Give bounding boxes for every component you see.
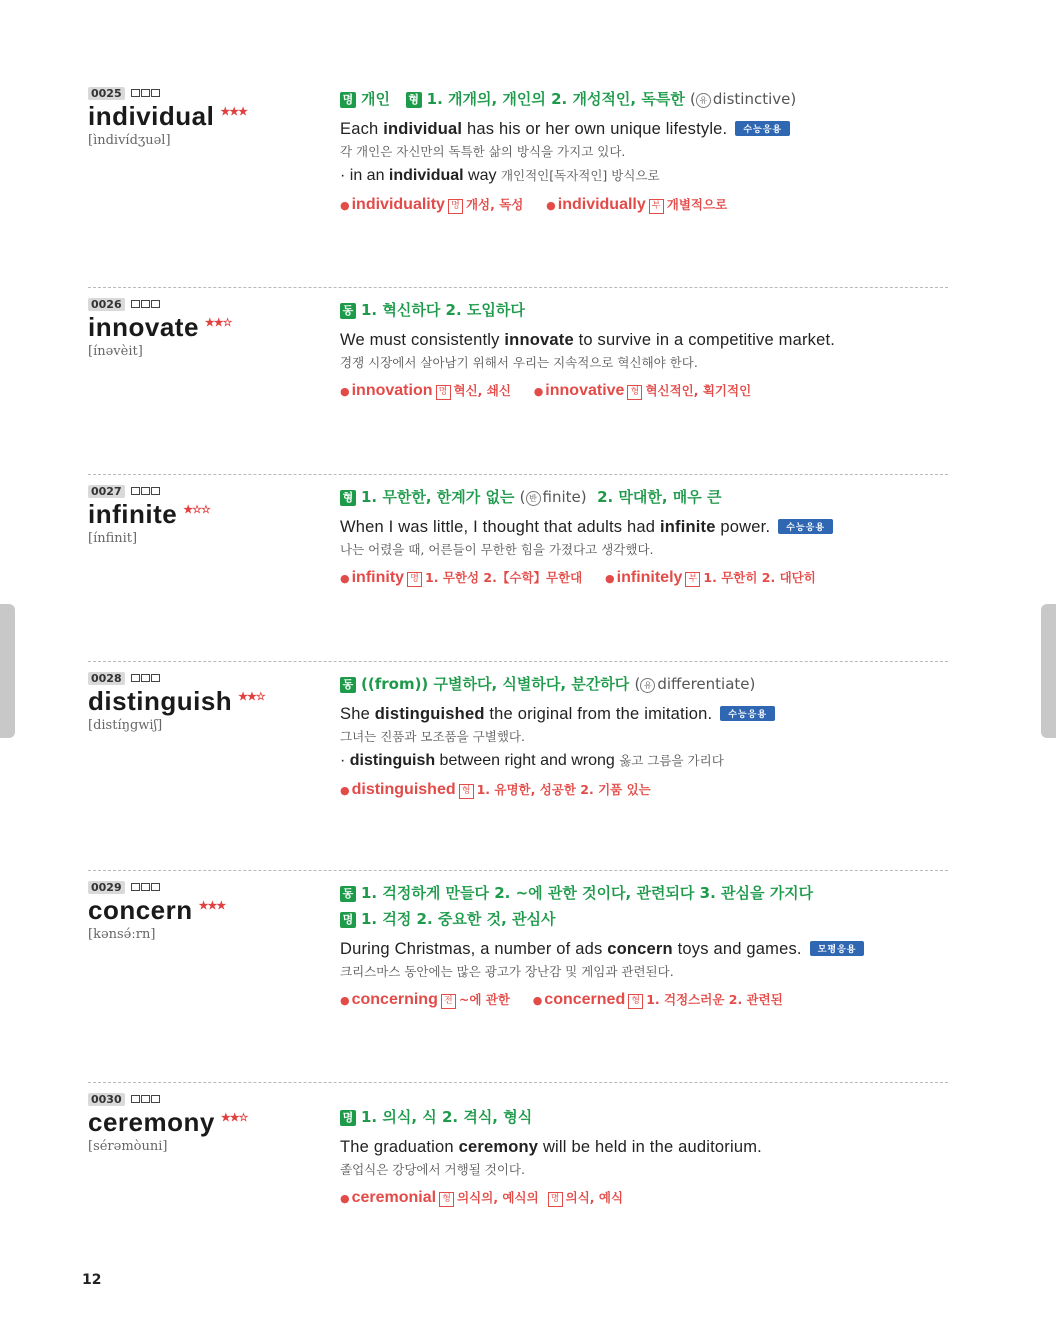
derivatives: ● concerning 전 ~에 관한 ● concerned 형 1. 걱정스러운 2. 관련된 xyxy=(340,991,783,1008)
derivative-word: concerning xyxy=(351,991,438,1008)
derivative-word: innovation xyxy=(351,382,433,399)
derivative-word: infinitely xyxy=(616,569,683,586)
importance-stars: ★★☆ xyxy=(220,1112,248,1124)
divider xyxy=(88,870,948,871)
example-sentence: We must consistently innovate to survive in a competitive market. xyxy=(340,331,836,349)
headword: infinite xyxy=(88,499,178,529)
entry-number: 0030 xyxy=(88,1093,125,1106)
check-boxes[interactable] xyxy=(131,300,160,308)
definition: 형 1. 무한한, 한계가 없는 ( 반 finite) 2. 막대한, 매우 큰 xyxy=(340,484,960,510)
example-sentence: Each individual has his or her own unique lifestyle. 수능응용 xyxy=(340,120,960,139)
translation: 경쟁 시장에서 살아남기 위해서 우리는 지속적으로 혁신해야 한다. xyxy=(340,355,698,370)
phrase: · in an individual way 개인적인[독자적인] 방식으로 xyxy=(340,167,660,184)
check-boxes[interactable] xyxy=(131,883,160,891)
pronunciation: [kənsə́ːrn] xyxy=(88,927,156,942)
divider xyxy=(88,661,948,662)
headword: distinguish xyxy=(88,686,233,716)
pos-badge: 동 xyxy=(340,677,356,693)
headword: concern xyxy=(88,895,193,925)
derivative-word: concerned xyxy=(544,991,626,1008)
headword: individual xyxy=(88,101,215,131)
divider xyxy=(88,287,948,288)
definition: 동 ((from)) 구별하다, 식별하다, 분간하다 ( 유 differentiate) xyxy=(340,671,960,697)
entry-number: 0026 xyxy=(88,298,125,311)
definition: 명 1. 의식, 식 2. 격식, 형식 xyxy=(340,1104,960,1130)
check-boxes[interactable] xyxy=(131,674,160,682)
synonym: ( 유 distinctive) xyxy=(690,90,797,108)
synonym: ( 유 differentiate) xyxy=(634,675,756,693)
derivatives: ● innovation 명 혁신, 쇄신 ● innovative 형 혁신적인, 획기적인 xyxy=(340,382,752,399)
derivatives: ● infinity 명 1. 무한성 2.【수학】무한대 ● infinitely 부 1. 무한히 2. 대단히 xyxy=(340,569,816,586)
antonym: ( 반 finite) xyxy=(519,488,587,506)
phrase: · distinguish between right and wrong 옳고 그름을 가리다 xyxy=(340,752,724,769)
importance-stars: ★★★ xyxy=(220,106,247,118)
derivative-word: ceremonial xyxy=(351,1189,437,1206)
derivative-word: infinity xyxy=(351,569,405,586)
derivative-word: individuality xyxy=(351,196,445,213)
translation: 그녀는 진품과 모조품을 구별했다. xyxy=(340,729,525,744)
derivatives: ● distinguished 형 1. 유명한, 성공한 2. 기품 있는 xyxy=(340,781,651,798)
importance-stars: ★★★ xyxy=(198,900,226,912)
translation: 나는 어렸을 때, 어른들이 무한한 힘을 가졌다고 생각했다. xyxy=(340,542,654,557)
entry-number: 0028 xyxy=(88,672,125,685)
example-sentence: She distinguished the original from the imitation. 수능응용 xyxy=(340,705,960,724)
example-sentence: The graduation ceremony will be held in the auditorium. xyxy=(340,1138,762,1156)
check-boxes[interactable] xyxy=(131,487,160,495)
entry-number: 0025 xyxy=(88,87,125,100)
source-tag: 수능응용 xyxy=(778,519,833,534)
pronunciation: [ínəvèit] xyxy=(88,344,143,359)
definition: 동 1. 혁신하다 2. 도입하다 xyxy=(340,297,960,323)
importance-stars: ★★☆ xyxy=(204,317,232,329)
source-tag: 모평응용 xyxy=(810,941,865,956)
left-page-tab[interactable] xyxy=(0,604,15,738)
translation: 졸업식은 강당에서 거행될 것이다. xyxy=(340,1162,525,1177)
example-sentence: During Christmas, a number of ads concern toys and games. 모평응용 xyxy=(340,940,960,959)
check-boxes[interactable] xyxy=(131,1095,160,1103)
pos-badge: 동 xyxy=(340,303,356,319)
pos-badge: 명 xyxy=(340,1110,356,1126)
derivative-word: innovative xyxy=(545,382,625,399)
derivatives: ● ceremonial 형 의식의, 예식의 명 의식, 예식 xyxy=(340,1189,624,1206)
definition: 명 개인 형 1. 개개의, 개인의 2. 개성적인, 독특한 ( 유 distinctive) xyxy=(340,86,960,112)
example-sentence: When I was little, I thought that adults had infinite power. 수능응용 xyxy=(340,518,960,537)
headword: ceremony xyxy=(88,1107,215,1137)
pos-badge: 명 xyxy=(340,912,356,928)
pos-badge: 명 xyxy=(340,92,356,108)
check-boxes[interactable] xyxy=(131,89,160,97)
definition: 동 1. 걱정하게 만들다 2. ~에 관한 것이다, 관련되다 3. 관심을 가지다 xyxy=(340,880,960,906)
entry-number: 0029 xyxy=(88,881,125,894)
translation: 각 개인은 자신만의 독특한 삶의 방식을 가지고 있다. xyxy=(340,144,626,159)
entry-number: 0027 xyxy=(88,485,125,498)
source-tag: 수능응용 xyxy=(720,706,775,721)
derivative-word: individually xyxy=(557,196,646,213)
headword: innovate xyxy=(88,312,199,342)
pronunciation: [ínfinit] xyxy=(88,531,138,546)
translation: 크리스마스 동안에는 많은 광고가 장난감 및 게임과 관련된다. xyxy=(340,964,674,979)
definition: 명 1. 걱정 2. 중요한 것, 관심사 xyxy=(340,906,960,932)
pos-badge: 형 xyxy=(340,490,356,506)
pronunciation: [ìndivídʒuəl] xyxy=(88,133,171,148)
page-number: 12 xyxy=(82,1272,102,1288)
derivative-word: distinguished xyxy=(351,781,456,798)
pos-badge: 동 xyxy=(340,886,356,902)
divider xyxy=(88,474,948,475)
pronunciation: [sérəmòuni] xyxy=(88,1139,168,1154)
importance-stars: ★★☆ xyxy=(238,691,265,703)
pronunciation: [distíŋgwiʃ] xyxy=(88,718,163,733)
right-page-tab[interactable] xyxy=(1041,604,1056,738)
derivatives: ● individuality 명 개성, 독성 ● individually 부 개별적으로 xyxy=(340,196,728,213)
importance-stars: ★☆☆ xyxy=(183,504,210,516)
divider xyxy=(88,1082,948,1083)
source-tag: 수능응용 xyxy=(735,121,790,136)
pos-badge: 형 xyxy=(406,92,422,108)
